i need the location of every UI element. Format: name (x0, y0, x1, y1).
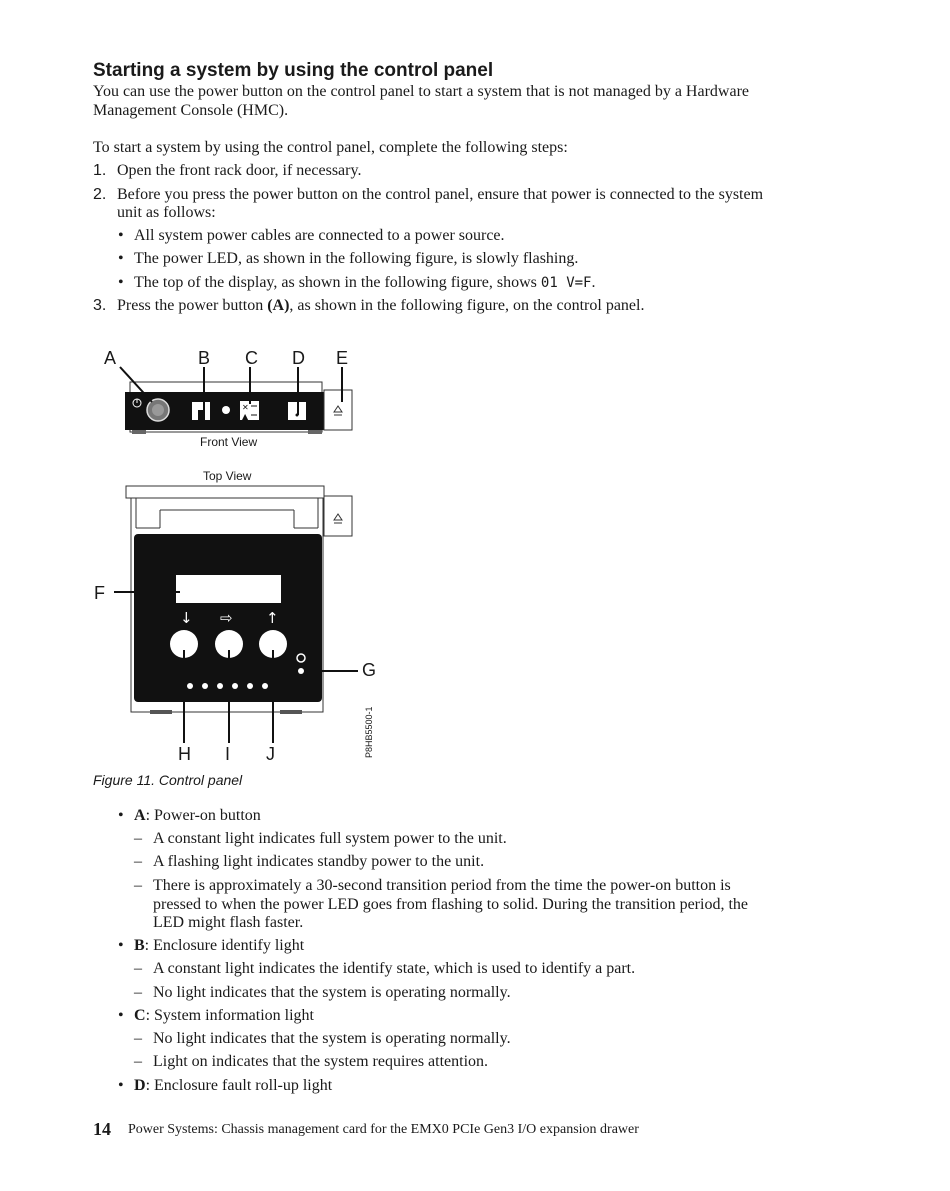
step-2-line-2: unit as follows: (117, 204, 216, 221)
top-view-panel (114, 486, 358, 743)
callout-b: B (198, 348, 211, 368)
item-a-text: : Power-on button (145, 807, 261, 824)
callout-i: I (225, 744, 231, 764)
section-heading: Starting a system by using the control panel (93, 60, 494, 81)
control-panel-figure (80, 340, 400, 770)
step-2-bullet-2: The power LED, as shown in the following figure, is slowly flashing. (134, 250, 579, 267)
step-2-number: 2. (93, 186, 107, 203)
item-a (134, 806, 261, 825)
dash-icon: – (134, 853, 142, 870)
item-b (134, 936, 304, 955)
power-led (298, 668, 304, 674)
callout-j: J (266, 744, 275, 764)
item-b-detail-2: No light indicates that the system is operating normally. (153, 984, 511, 1001)
dash-icon: – (134, 877, 142, 894)
running-footer: Power Systems: Chassis management card for the EMX0 PCIe Gen3 I/O expansion drawer (128, 1122, 639, 1137)
callout-a: A (104, 348, 117, 368)
callout-g: G (362, 660, 377, 680)
item-a-detail-2: A flashing light indicates standby power to the unit. (153, 853, 485, 870)
callout-d: D (292, 348, 305, 368)
bullet-icon: • (118, 227, 124, 244)
callout-h: H (178, 744, 191, 764)
bullet-3-period: . (591, 274, 596, 291)
enter-icon: ⇨ (220, 609, 233, 627)
item-a-detail-3-line-1: There is approximately a 30-second transition period from the time the power-on button is (153, 877, 731, 894)
intro-line-2: Management Console (HMC). (93, 102, 289, 119)
page-number: 14 (93, 1119, 111, 1139)
dash-icon: – (134, 1030, 142, 1047)
item-d-text: : Enclosure fault roll-up light (145, 1077, 333, 1094)
item-c-detail-2: Light on indicates that the system requires attention. (153, 1053, 489, 1070)
intro-line-1: You can use the power button on the control panel to start a system that is not managed by a Hardware (93, 83, 749, 100)
bullet-icon: • (118, 1007, 124, 1024)
item-a-detail-1: A constant light indicates full system power to the unit. (153, 830, 507, 847)
step-1-number: 1. (93, 162, 107, 179)
bullet-3-text: The top of the display, as shown in the following figure, shows (134, 274, 541, 291)
svg-text:✕: ✕ (242, 403, 249, 412)
item-c (134, 1006, 314, 1025)
callout-c: C (245, 348, 258, 368)
arrow-up-icon: ↑ (266, 609, 279, 627)
step-1-text: Open the front rack door, if necessary. (117, 162, 362, 179)
step-3-text (117, 296, 644, 315)
front-view-label: Front View (200, 435, 258, 449)
figure-caption: Figure 11. Control panel (93, 772, 243, 788)
item-c-detail-1: No light indicates that the system is operating normally. (153, 1030, 511, 1047)
front-view-panel (120, 367, 352, 434)
item-a-detail-3-line-3: LED might flash faster. (153, 914, 304, 931)
step-2-line-1: Before you press the power button on the control panel, ensure that power is connected to the system (117, 186, 764, 203)
step-3-number: 3. (93, 297, 107, 314)
item-a-detail-3-line-2: pressed to when the power LED goes from flashing to solid. During the transition period, the (153, 896, 748, 913)
callout-f: F (94, 583, 105, 603)
item-d (134, 1076, 332, 1095)
dash-icon: – (134, 830, 142, 847)
bullet-icon: • (118, 807, 124, 824)
step-2-bullet-3 (134, 273, 595, 293)
step-3-pre: Press the power button (117, 297, 268, 314)
svg-text:▲: ▲ (242, 412, 249, 421)
bullet-icon: • (118, 250, 124, 267)
top-view-label: Top View (203, 469, 252, 483)
dash-icon: – (134, 960, 142, 977)
steps-intro: To start a system by using the control panel, complete the following steps: (93, 139, 568, 156)
item-d-key: D (134, 1077, 146, 1094)
bullet-icon: • (118, 1077, 124, 1094)
step-3-post: , as shown in the following figure, on the control panel. (289, 297, 645, 314)
arrow-down-icon: ↓ (180, 609, 193, 627)
item-a-key: A (134, 807, 146, 824)
step-2-bullet-1: All system power cables are connected to a power source. (134, 227, 505, 244)
dash-icon: – (134, 984, 142, 1001)
item-c-text: : System information light (145, 1007, 314, 1024)
bullet-icon: • (118, 937, 124, 954)
item-c-key: C (134, 1007, 146, 1024)
item-b-key: B (134, 937, 145, 954)
display-panel (176, 575, 281, 603)
figure-code: P8HB5500-1 (364, 706, 374, 758)
dash-icon: – (134, 1053, 142, 1070)
display-code: 01 V=F (540, 275, 592, 291)
item-b-text: : Enclosure identify light (144, 937, 305, 954)
step-3-bold: (A) (267, 297, 290, 314)
bullet-icon: • (118, 274, 124, 291)
callout-e: E (336, 348, 349, 368)
item-b-detail-1: A constant light indicates the identify state, which is used to identify a part. (153, 960, 636, 977)
